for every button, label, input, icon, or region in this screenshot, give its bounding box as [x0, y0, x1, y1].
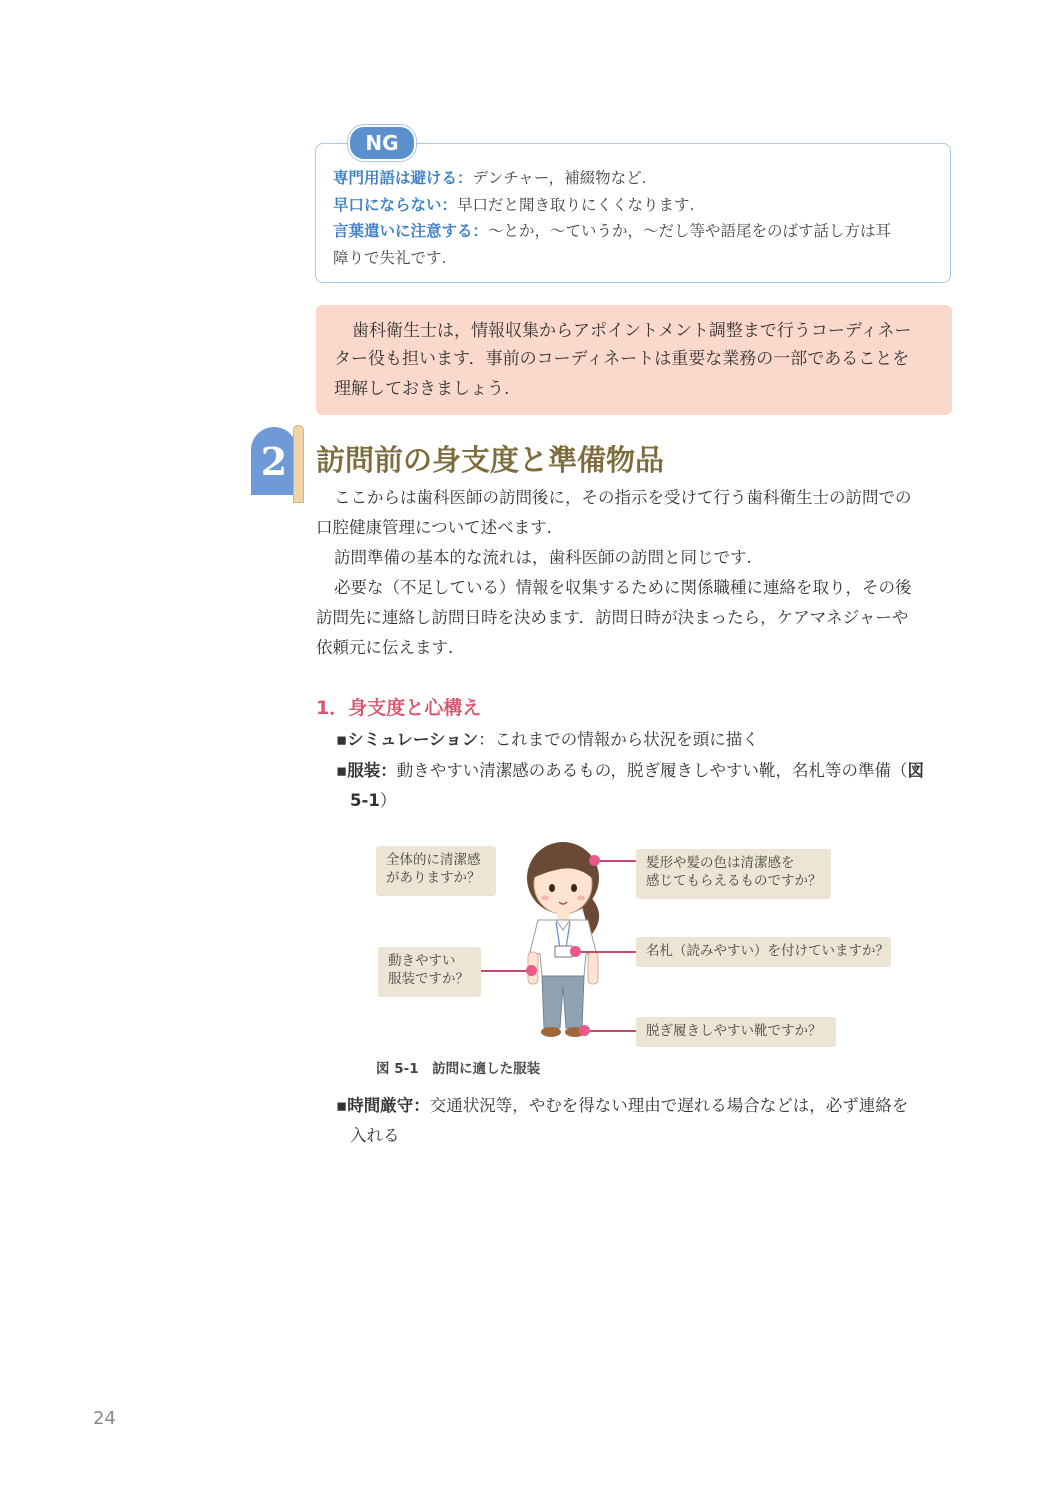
callout-cleanliness: 全体的に清潔感 がありますか？	[376, 846, 496, 896]
bullet-item: ▪服装：動きやすい清潔感のあるもの，脱ぎ履きしやすい靴，名札等の準備（図	[336, 761, 925, 780]
paragraph-line: 口腔健康管理について述べます.	[316, 518, 552, 537]
note-line: 歯科衛生士は，情報収集からアポイントメント調整まで行うコーディネー	[352, 321, 912, 341]
section-number: 2	[251, 427, 297, 495]
note-line: 理解しておきましょう.	[334, 379, 510, 399]
ng-badge: NG	[348, 125, 416, 161]
leader-line	[481, 970, 527, 972]
callout-ease-of-movement: 動きやすい 服装ですか？	[378, 947, 481, 997]
ng-item: 専門用語は避ける：デンチャー，補綴物など.	[333, 169, 647, 187]
bullet-item: ▪シミュレーション：これまでの情報から状況を頭に描く	[336, 730, 759, 749]
marker-dot	[589, 855, 600, 866]
paragraph-line: 訪問先に連絡し訪問日時を決めます．訪問日時が決まったら，ケアマネジャーや	[316, 608, 909, 627]
marker-dot	[526, 965, 537, 976]
bullet-item: ▪時間厳守：交通状況等，やむを得ない理由で遅れる場合などは，必ず連絡を	[336, 1096, 909, 1115]
ng-item-continuation: 障りで失礼です.	[333, 249, 447, 267]
leader-line	[581, 951, 636, 953]
callout-hairstyle: 髪形や髪の色は清潔感を 感じてもらえるものですか？	[636, 849, 831, 899]
callout-name-badge: 名札（読みやすい）を付けていますか？	[636, 937, 891, 967]
ng-item: 早口にならない：早口だと聞き取りにくくなります.	[333, 196, 695, 214]
note-line: ター役も担います．事前のコーディネートは重要な業務の一部であることを	[334, 349, 910, 369]
leader-line	[600, 860, 636, 862]
section-title: 訪問前の身支度と準備物品	[316, 443, 665, 477]
figure-caption: 図 5-1 訪問に適した服装	[376, 1061, 541, 1077]
paragraph-line: 必要な（不足している）情報を収集するために関係職種に連絡を取り，その後	[334, 578, 912, 597]
ng-item: 言葉遣いに注意する：〜とか，〜ていうか，〜だし等や語尾をのばす話し方は耳	[333, 222, 892, 240]
subsection-title: 1．身支度と心構え	[316, 697, 482, 719]
bullet-continuation: 入れる	[350, 1126, 400, 1145]
paragraph-line: ここからは歯科医師の訪問後に，その指示を受けて行う歯科衛生士の訪問での	[334, 488, 912, 507]
figure-5-1	[360, 836, 900, 1051]
paragraph-line: 依頼元に伝えます.	[316, 638, 454, 657]
marker-dot	[570, 946, 581, 957]
door-icon	[293, 425, 304, 503]
callout-shoes: 脱ぎ履きしやすい靴ですか？	[636, 1017, 836, 1047]
marker-dot	[579, 1025, 590, 1036]
bullet-continuation: 5-1）	[350, 791, 397, 810]
paragraph-line: 訪問準備の基本的な流れは，歯科医師の訪問と同じです.	[334, 548, 752, 567]
leader-line	[590, 1030, 636, 1032]
page-number: 24	[93, 1408, 116, 1429]
